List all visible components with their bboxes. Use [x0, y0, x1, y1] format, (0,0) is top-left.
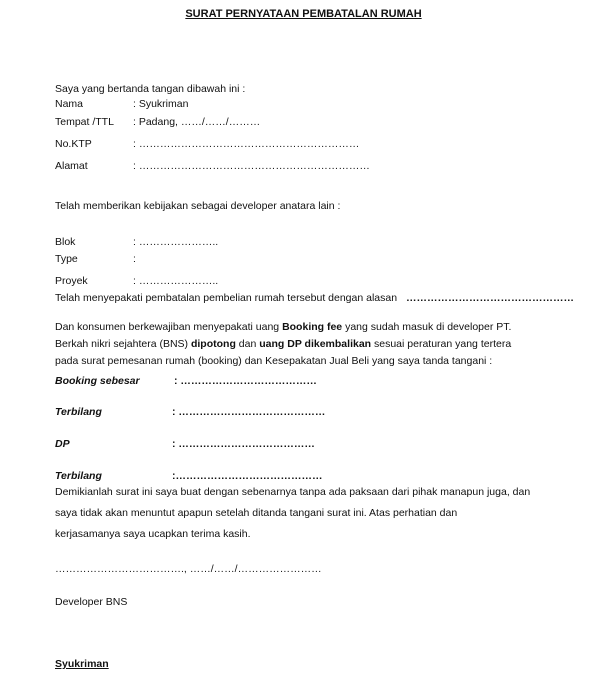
closing-line-3: kerjasamanya saya ucapkan terima kasih. [55, 528, 251, 540]
closing-line-2: saya tidak akan menuntut apapun setelah ditanda tangani surat ini. Atas perhatian dan [55, 507, 458, 519]
agreement-line [55, 292, 574, 304]
paragraph-line-3: pada surat pemesanan rumah (booking) dan Kesepakatan Jual Beli yang saya tanda tangani : [55, 355, 493, 367]
developer-name: Developer BNS [55, 596, 128, 608]
date-line: ………………………………., ……/……/…………………… [55, 563, 322, 575]
dp-label: DP [55, 438, 70, 450]
paragraph-line-1 [55, 321, 511, 333]
para-text: yang sudah masuk di developer PT. [342, 321, 512, 333]
dp-value: : ………………………………… [172, 438, 315, 450]
terbilang-value-2: :…………………………………… [172, 470, 323, 482]
proyek-value: : ………………….. [133, 275, 219, 287]
para-text: Berkah nikri sejahtera (BNS) [55, 338, 191, 350]
booking-label: Booking sebesar [55, 375, 140, 387]
intro-text: Saya yang bertanda tangan dibawah ini : [55, 83, 246, 95]
nama-label: Nama [55, 98, 84, 110]
dp-dikembalikan-emphasis: uang DP dikembalikan [259, 338, 372, 350]
ktp-label: No.KTP [55, 138, 92, 150]
booking-value: : ………………………………… [174, 375, 317, 387]
agreement-text: Telah menyepakati pembatalan pembelian rumah tersebut dengan alasan [55, 292, 398, 304]
terbilang-label-2: Terbilang [55, 470, 102, 482]
terbilang-value-1: : …………………………………… [172, 406, 326, 418]
terbilang-label-1: Terbilang [55, 406, 102, 418]
alamat-label: Alamat [55, 160, 88, 172]
blok-value: : ………………….. [133, 236, 219, 248]
para-text: Dan konsumen berkewajiban menyepakati uang [55, 321, 283, 333]
agreement-dots: ………………………………………… [405, 292, 574, 304]
ttl-value: : Padang, ……/……/……… [133, 116, 261, 128]
ttl-label: Tempat /TTL [55, 116, 114, 128]
paragraph-line-2 [55, 338, 511, 350]
alamat-value: : ………………………………………………………… [133, 160, 370, 172]
type-label: Type [55, 253, 78, 265]
signature-name: Syukriman [55, 658, 109, 670]
type-value: : [133, 253, 136, 265]
ktp-value: : ……………………………………………………… [133, 138, 360, 150]
para-text: dan [235, 338, 260, 350]
document-title: SURAT PERNYATAAN PEMBATALAN RUMAH [185, 8, 422, 20]
dipotong-emphasis: dipotong [190, 338, 236, 350]
nama-value: : Syukriman [133, 98, 189, 110]
policy-intro-text: Telah memberikan kebijakan sebagai developer anatara lain : [55, 200, 341, 212]
closing-line-1: Demikianlah surat ini saya buat dengan sebenarnya tanpa ada paksaan dari pihak manapun juga, dan [55, 486, 531, 498]
proyek-label: Proyek [55, 275, 88, 287]
booking-fee-emphasis: Booking fee [282, 321, 343, 333]
para-text: sesuai peraturan yang tertera [371, 338, 512, 350]
blok-label: Blok [55, 236, 76, 248]
